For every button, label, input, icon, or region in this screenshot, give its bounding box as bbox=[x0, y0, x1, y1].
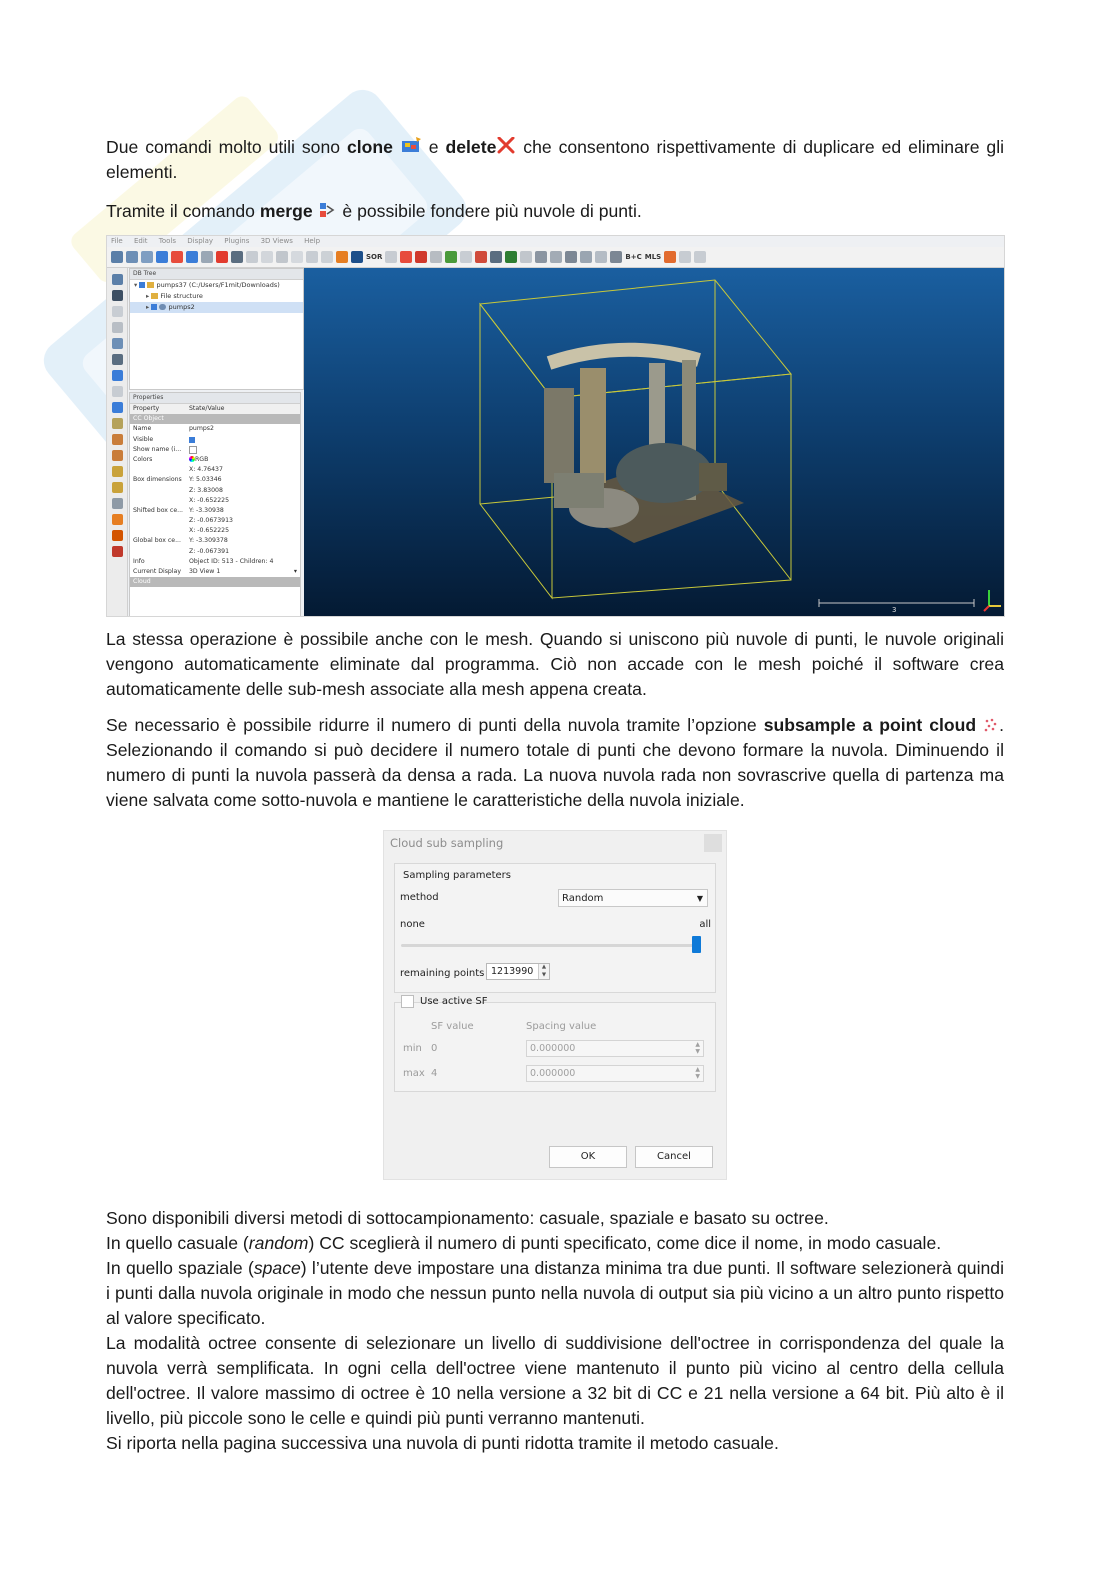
method-select-value: Random bbox=[562, 893, 604, 904]
menu-tools[interactable]: Tools bbox=[158, 237, 176, 245]
property-row bbox=[130, 435, 300, 445]
methods-section bbox=[106, 1206, 1004, 1456]
dots-icon[interactable] bbox=[112, 546, 123, 557]
tree-item-pumps2[interactable]: ▸ pumps2 bbox=[130, 302, 303, 313]
rotate-icon[interactable] bbox=[231, 251, 243, 263]
closing-line: Si riporta nella pagina successiva una nuvola di punti ridotta tramite il metodo casuale. bbox=[106, 1433, 779, 1453]
properties-group bbox=[130, 577, 300, 587]
min-label: min bbox=[403, 1043, 422, 1054]
search-icon[interactable] bbox=[112, 402, 123, 413]
property-value[interactable]: pumps2 bbox=[189, 425, 214, 433]
histogram-icon[interactable] bbox=[445, 251, 457, 263]
merge-term: merge bbox=[259, 201, 313, 221]
property-value: Z: -0.067391 bbox=[189, 547, 230, 555]
delete-tool-icon[interactable] bbox=[216, 251, 228, 263]
intro-text-post: che consentono rispettivamente di duplicare ed eliminare gli elementi. bbox=[106, 137, 1005, 182]
properties-header bbox=[130, 404, 300, 414]
save-icon[interactable] bbox=[126, 251, 138, 263]
property-value: 3D View 1 bbox=[189, 568, 221, 575]
visible-checkbox[interactable] bbox=[189, 435, 300, 445]
gradient-icon[interactable] bbox=[520, 251, 532, 263]
merge-tool-icon[interactable] bbox=[171, 251, 183, 263]
property-row bbox=[130, 486, 300, 496]
property-key bbox=[130, 486, 189, 496]
sor-filter-button[interactable]: SOR bbox=[366, 253, 383, 261]
property-key: Show name (i... bbox=[133, 445, 182, 453]
property-row bbox=[130, 424, 300, 434]
property-key: Current Display bbox=[133, 568, 182, 575]
properties-title: Properties bbox=[130, 393, 300, 404]
grid-icon[interactable] bbox=[351, 251, 363, 263]
use-active-sf-label: Use active SF bbox=[420, 996, 488, 1007]
side-view-icon[interactable] bbox=[112, 482, 123, 493]
stats-icon[interactable] bbox=[535, 251, 547, 263]
show-name-checkbox[interactable] bbox=[189, 445, 300, 455]
property-key bbox=[130, 547, 189, 557]
tree-item-root[interactable]: ▾ pumps37 (C:/Users/F1mit/Downloads) bbox=[134, 281, 280, 289]
spacing-min-field[interactable]: 0.000000 ▲ ▼ bbox=[526, 1040, 704, 1057]
property-key: Box dimensions bbox=[133, 476, 182, 484]
properties-group-label: CC Object bbox=[133, 415, 164, 423]
property-key: Shifted box ce... bbox=[133, 506, 184, 514]
delete-icon bbox=[496, 137, 516, 155]
segment-icon[interactable] bbox=[276, 251, 288, 263]
max-label: max bbox=[403, 1068, 425, 1079]
menu-3d-views[interactable]: 3D Views bbox=[260, 237, 293, 245]
space-method-line bbox=[106, 1256, 1004, 1331]
merge-icon bbox=[318, 201, 338, 219]
folder-icon bbox=[151, 293, 158, 299]
sphere-icon[interactable] bbox=[610, 251, 622, 263]
property-key: Visible bbox=[133, 435, 154, 443]
property-row bbox=[130, 547, 300, 557]
property-key: Global box ce... bbox=[133, 537, 181, 545]
add-icon[interactable] bbox=[505, 251, 517, 263]
tree-item-pumps2-label: pumps2 bbox=[168, 303, 195, 311]
method-label: method bbox=[400, 892, 439, 903]
tree-item-file-structure[interactable]: ▸ File structure bbox=[146, 292, 203, 300]
sf-icon[interactable] bbox=[336, 251, 348, 263]
light-icon[interactable] bbox=[112, 514, 123, 525]
sf-value-header: SF value bbox=[431, 1021, 474, 1032]
point-cloud-render bbox=[304, 268, 1004, 616]
remaining-points-spinbox[interactable] bbox=[486, 963, 550, 980]
property-value: X: 4.76437 bbox=[189, 466, 223, 474]
merge-text-post: è possibile fondere più nuvole di punti. bbox=[337, 201, 642, 221]
spacing-max-value: 0.000000 bbox=[530, 1068, 576, 1079]
property-value: Y: -3.30938 bbox=[189, 506, 224, 514]
menu-edit[interactable]: Edit bbox=[133, 237, 148, 245]
view-right-icon[interactable] bbox=[112, 354, 123, 365]
view-front-icon[interactable] bbox=[112, 274, 123, 285]
property-key: Info bbox=[133, 557, 145, 565]
view-toolbar bbox=[107, 268, 128, 617]
scale-bar-value: 3 bbox=[892, 606, 897, 614]
property-key: Name bbox=[133, 425, 152, 433]
point-pick-icon[interactable] bbox=[400, 251, 412, 263]
sampling-parameters-title: Sampling parameters bbox=[403, 870, 511, 881]
checkbox-icon[interactable] bbox=[139, 282, 145, 288]
properties-group bbox=[130, 414, 300, 424]
property-value: X: -0.652225 bbox=[189, 527, 230, 535]
db-tree-panel bbox=[129, 268, 304, 390]
label-icon[interactable] bbox=[415, 251, 427, 263]
sampling-parameters-group bbox=[394, 863, 716, 993]
align-icon[interactable] bbox=[246, 251, 258, 263]
view-top-icon[interactable] bbox=[112, 306, 123, 317]
merge-text-pre: Tramite il comando bbox=[106, 201, 260, 221]
cloud-icon bbox=[159, 304, 166, 310]
clone-tool-icon[interactable] bbox=[186, 251, 198, 263]
bounding-box-top bbox=[480, 280, 791, 398]
subsample-icon bbox=[983, 717, 999, 733]
use-active-sf-checkbox[interactable] bbox=[401, 995, 414, 1008]
subsample-text-pre: Se necessario è possibile ridurre il numero di punti della nuvola tramite l’opzione bbox=[106, 715, 764, 735]
distance-icon[interactable] bbox=[490, 251, 502, 263]
property-row bbox=[130, 465, 300, 475]
pivot-icon[interactable] bbox=[112, 322, 123, 333]
slider-max-label: all bbox=[699, 919, 711, 930]
methods-intro-line: Sono disponibili diversi metodi di sottocampionamento: casuale, spaziale e basato su octree. bbox=[106, 1208, 829, 1228]
clone-term: clone bbox=[346, 137, 393, 157]
main-toolbar bbox=[107, 247, 1005, 268]
tree-item-root-label: pumps37 (C:/Users/F1mit/Downloads) bbox=[156, 281, 280, 289]
spacing-max-field[interactable]: 0.000000 ▲ ▼ bbox=[526, 1065, 704, 1082]
property-row bbox=[130, 536, 300, 546]
menu-help[interactable]: Help bbox=[304, 237, 321, 245]
spacing-value-header: Spacing value bbox=[526, 1021, 597, 1032]
noise-icon[interactable] bbox=[385, 251, 397, 263]
property-value: Z: -0.0673913 bbox=[189, 517, 233, 525]
iso-view-icon[interactable] bbox=[112, 418, 123, 429]
property-row bbox=[130, 567, 300, 577]
measure-icon[interactable] bbox=[430, 251, 442, 263]
property-row bbox=[130, 455, 300, 465]
points-slider-track[interactable] bbox=[401, 944, 701, 947]
dialog-title: Cloud sub sampling bbox=[390, 836, 504, 850]
back-view-icon[interactable] bbox=[112, 450, 123, 461]
checkbox-icon[interactable] bbox=[151, 304, 157, 310]
property-key bbox=[130, 465, 189, 475]
property-key bbox=[130, 526, 189, 536]
render-icon[interactable] bbox=[595, 251, 607, 263]
3d-viewport[interactable] bbox=[304, 268, 1004, 616]
properties-panel bbox=[129, 392, 301, 617]
intro-paragraph bbox=[106, 135, 1004, 185]
property-row bbox=[130, 526, 300, 536]
mls-button[interactable]: MLS bbox=[644, 253, 662, 261]
merge-paragraph bbox=[106, 199, 1004, 224]
menu-file[interactable]: File bbox=[111, 237, 123, 245]
cloud-subsampling-dialog bbox=[383, 830, 727, 1180]
property-row bbox=[130, 516, 300, 526]
mesh-icon[interactable] bbox=[565, 251, 577, 263]
intro-text-pre: Due comandi molto utili sono bbox=[106, 137, 347, 157]
delete-term: delete bbox=[445, 137, 497, 157]
mesh-paragraph: La stessa operazione è possibile anche con le mesh. Quando si uniscono più nuvole di punti, le nuvole originali vengono automaticamente eliminate dal programma. Ciò non accade con le mesh poiché il software crea automaticamente delle sub-mesh associate alla mesh appena creata. bbox=[106, 629, 1004, 699]
colors-select[interactable] bbox=[189, 455, 300, 465]
plane-icon[interactable] bbox=[460, 251, 472, 263]
menu-plugins[interactable]: Plugins bbox=[224, 237, 250, 245]
cloudcompare-screenshot bbox=[106, 235, 1005, 617]
properties-group-label: Cloud bbox=[133, 578, 151, 586]
random-text-post: ) CC sceglierà il numero di punti specificato, come dice il nome, in modo casuale. bbox=[308, 1233, 942, 1253]
facets-icon[interactable] bbox=[580, 251, 592, 263]
bottom-view-icon[interactable] bbox=[112, 466, 123, 477]
axis-trihedron-icon bbox=[984, 590, 1001, 611]
chevron-down-icon: ▼ bbox=[696, 894, 703, 903]
compare-icon[interactable] bbox=[475, 251, 487, 263]
perspective-icon[interactable] bbox=[112, 498, 123, 509]
points-slider-thumb[interactable] bbox=[692, 936, 701, 953]
value-column-header: State/Value bbox=[189, 405, 225, 412]
subsample-text-post: . Selezionando il comando si può decidere il numero totale di punti che devono formare la nuvola. Diminuendo il numero di punti la nuvola passerà da densa a rada. La nuova nuvola rada non sovrascrive quella di partenza ma viene salvata come sotto-nuvola e mantiene le caratteristiche della nuvola iniziale. bbox=[106, 715, 1005, 810]
random-method-line bbox=[106, 1231, 1004, 1256]
db-tree-title: DB Tree bbox=[130, 269, 303, 280]
transform-icon[interactable] bbox=[201, 251, 213, 263]
property-row bbox=[130, 506, 300, 516]
property-row bbox=[130, 496, 300, 506]
crop-icon[interactable] bbox=[306, 251, 318, 263]
plugin-icon[interactable] bbox=[679, 251, 691, 263]
octree-method-line: La modalità octree consente di selezionare un livello di suddivisione dell'octree in corrispondenza del quale la nuvola verrà semplificata. In ogni cella dell'octree viene mantenuto il punto più vicino al centro della cellula dell'octree. Il valore massimo di octree è 10 nella versione a 32 bit di CC e 21 nella versione a 64 bit. Più alto è il livello, più piccole sono le celle e quindi più punti verranno mantenuti. bbox=[106, 1333, 1004, 1428]
remaining-points-label: remaining points bbox=[400, 968, 485, 979]
property-column-header: Property bbox=[133, 405, 160, 412]
clone-icon bbox=[400, 137, 422, 155]
register-icon[interactable] bbox=[261, 251, 273, 263]
view-left-icon[interactable] bbox=[112, 338, 123, 349]
python-icon[interactable] bbox=[664, 251, 676, 263]
max-sf-value: 4 bbox=[431, 1068, 438, 1079]
property-key: Colors bbox=[133, 455, 153, 463]
cross-section-icon[interactable] bbox=[291, 251, 303, 263]
settings-icon[interactable] bbox=[694, 251, 706, 263]
subsample-paragraph bbox=[106, 713, 1004, 813]
menu-display[interactable]: Display bbox=[187, 237, 214, 245]
front-view-icon[interactable] bbox=[112, 434, 123, 445]
display-select[interactable]: 3D View 1 ▾ bbox=[189, 568, 297, 575]
color-icon[interactable] bbox=[112, 530, 123, 541]
slider-min-label: none bbox=[400, 919, 425, 930]
crosshair-icon[interactable] bbox=[112, 386, 123, 397]
normals-icon[interactable] bbox=[321, 251, 333, 263]
property-value: X: -0.652225 bbox=[189, 496, 230, 504]
bounding-box-left bbox=[480, 304, 552, 598]
subsample-term: subsample a point cloud bbox=[763, 715, 977, 735]
property-key bbox=[130, 496, 189, 506]
list-icon[interactable] bbox=[156, 251, 168, 263]
property-row bbox=[130, 475, 300, 485]
property-value: Y: 5.03346 bbox=[189, 476, 222, 484]
ok-button[interactable]: OK bbox=[549, 1146, 627, 1168]
property-row bbox=[130, 557, 300, 567]
space-term: space bbox=[253, 1258, 301, 1278]
dialog-close-button[interactable] bbox=[704, 834, 722, 852]
property-value: Z: 3.83008 bbox=[189, 486, 223, 494]
menu-bar bbox=[107, 236, 1005, 247]
volume-icon[interactable] bbox=[550, 251, 562, 263]
tree-item-file-structure-label: File structure bbox=[160, 292, 203, 300]
remaining-points-value: 1213990 bbox=[491, 966, 534, 977]
brightness-contrast-button[interactable]: B+C bbox=[625, 253, 642, 261]
property-value: Object ID: 513 - Children: 4 bbox=[189, 557, 274, 565]
camera-icon[interactable] bbox=[112, 290, 123, 301]
properties-icon[interactable] bbox=[141, 251, 153, 263]
spacing-min-value: 0.000000 bbox=[530, 1043, 576, 1054]
random-text-pre: In quello casuale ( bbox=[106, 1233, 249, 1253]
zoom-icon[interactable] bbox=[112, 370, 123, 381]
spin-arrows-icon[interactable]: ▲ ▼ bbox=[538, 964, 549, 979]
property-value: Y: -3.309378 bbox=[189, 537, 228, 545]
random-term: random bbox=[248, 1233, 309, 1253]
folder-icon bbox=[147, 282, 154, 288]
space-text-pre: In quello spaziale ( bbox=[106, 1258, 254, 1278]
intro-text-mid: e bbox=[421, 137, 446, 157]
pump-point-cloud bbox=[544, 350, 744, 543]
property-value: RGB bbox=[195, 455, 209, 463]
open-icon[interactable] bbox=[111, 251, 123, 263]
cancel-button[interactable]: Cancel bbox=[635, 1146, 713, 1168]
space-text-post: ) l’utente deve impostare una distanza minima tra due punti. Il software selezionerà quindi i punti dalla nuvola originale in modo che nessun punto nella nuvola di output sia più vicino a un altro punto rispetto al valore specificato. bbox=[106, 1258, 1004, 1328]
min-sf-value: 0 bbox=[431, 1043, 438, 1054]
property-key bbox=[130, 516, 189, 526]
property-row bbox=[130, 445, 300, 455]
method-select[interactable] bbox=[558, 889, 708, 907]
